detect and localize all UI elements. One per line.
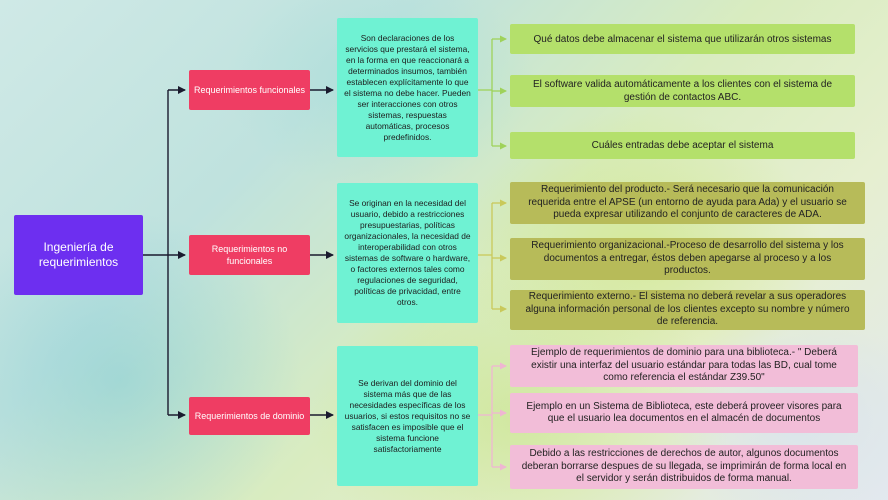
description-text: Se originan en la necesidad del usuario, debido a restricciones presupuestarias, políticas organizacionales, la necesidad de interoperabilidad con otros sistemas de software o hardware, o factores externos tales como regulaciones de seguridad, políticas de privacidad, entre otros. [344,198,471,307]
root-label: Ingeniería de requerimientos [38,240,119,269]
example-text: Requerimiento organizacional.-Proceso de desarrollo del sistema y los documentos a entregar, éstos deben apegarse al proceso y a los productos. [531,240,844,277]
example-no-funcionales-3 [510,290,865,330]
category-label: Requerimientos no funcionales [211,244,288,266]
example-no-funcionales-1 [510,182,865,224]
example-text: Ejemplo en un Sistema de Biblioteca, este deberá proveer visores para que el usuario lea documentos en el almacén de documentos [526,400,842,424]
description-no-funcionales [337,183,478,323]
description-funcionales [337,18,478,157]
examples-connector-dominio [478,366,506,467]
example-dominio-3 [510,445,858,489]
example-text: Requerimiento externo.- El sistema no deberá revelar a sus operadores alguna información personal de los clientes excepto su nombre y número de referencia. [525,291,850,328]
examples-connector-no-funcionales [478,203,506,309]
category-funcionales [189,70,310,110]
root-node [14,215,143,295]
examples-connector-funcionales [478,39,506,146]
example-text: Requerimiento del producto.- Será necesario que la comunicación requerida entre el APSE (un entorno de ayuda para Ada) y el usuario se pueda expresar utilizando el conjunto de caracteres de ADA. [528,184,847,221]
category-dominio [189,397,310,435]
example-text: Cuáles entradas debe aceptar el sistema [591,140,774,151]
example-dominio-1 [510,345,858,387]
example-funcionales-1 [510,24,855,54]
category-connectors [310,90,333,415]
example-funcionales-3 [510,132,855,159]
example-text: El software valida automáticamente a los clientes con el sistema de gestión de contactos ABC. [532,79,833,103]
example-text: Debido a las restricciones de derechos de autor, algunos documentos deberan borrarse despues de su llegada, se imprimirán de forma local en el servidor y serán distribuidos de forma manual. [521,448,847,485]
description-dominio [337,346,478,486]
description-text: Son declaraciones de los servicios que prestará el sistema, en la forma en que reaccionará a determinados insumos, también establecen explícitamente lo que el sistema no debe hacer. Pueden ser interacciones con otros sistemas, respuestas automáticas, procesos predefinidos. [344,32,471,142]
root-connector [143,90,185,415]
example-funcionales-2 [510,75,855,107]
category-label: Requerimientos funcionales [193,85,306,95]
example-text: Ejemplo de requerimientos de dominio para una biblioteca.- " Deberá existir una interfaz del usuario estándar para todas las BD, cual tome como referencia el estándar Z39.50" [531,347,837,384]
example-dominio-2 [510,393,858,433]
example-no-funcionales-2 [510,238,865,280]
category-label: Requerimientos de dominio [194,411,305,421]
category-no-funcionales [189,235,310,275]
example-text: Qué datos debe almacenar el sistema que utilizarán otros sistemas [533,33,832,45]
description-text: Se derivan del dominio del sistema más que de las necesidades específicas de los usuarios, si estos requisitos no se satisfacen es imposible que el sistema funcione satisfactoriamente [344,377,471,454]
